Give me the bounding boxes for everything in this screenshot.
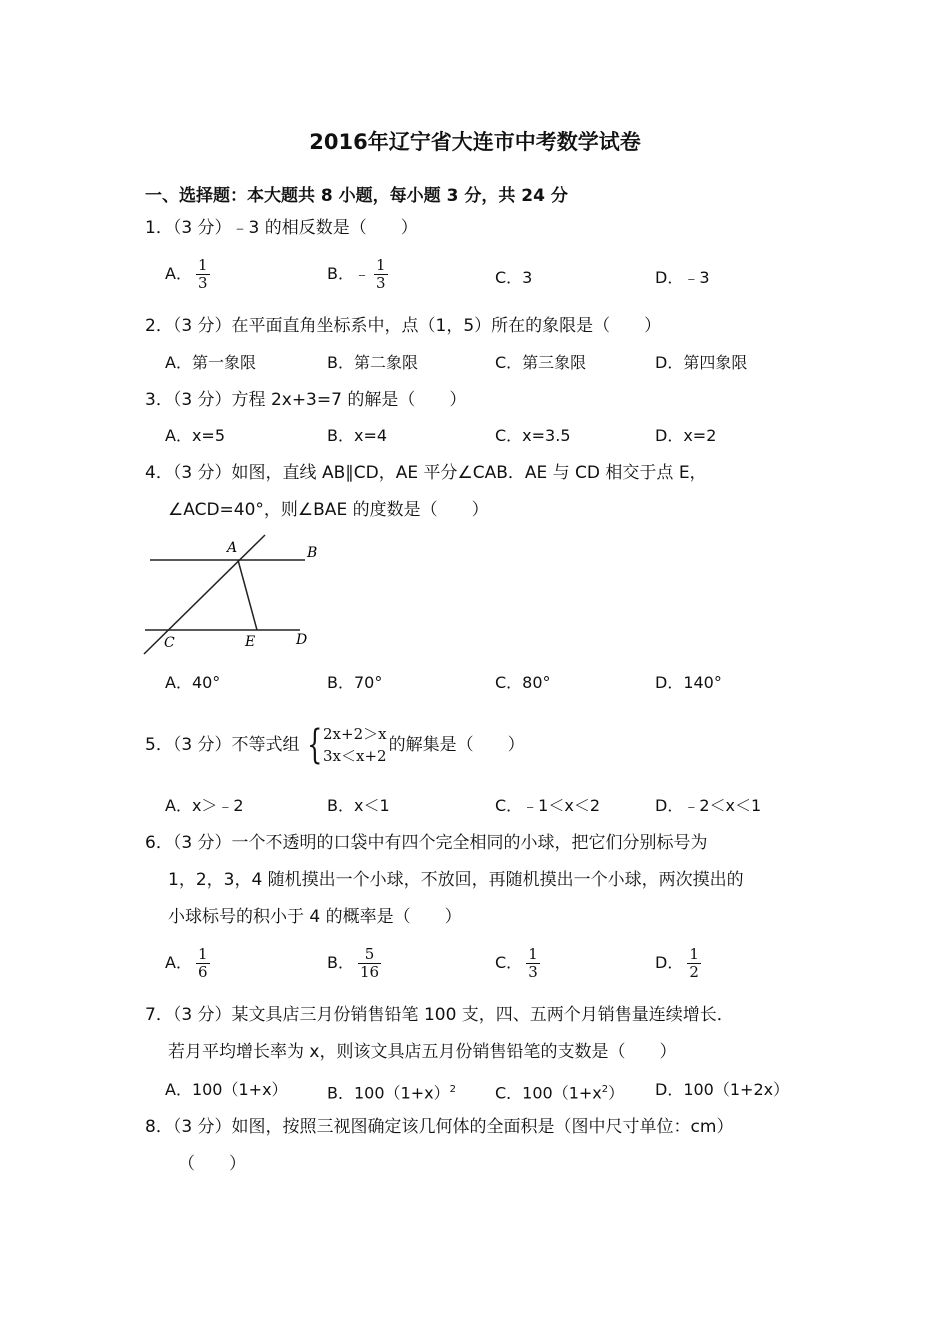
question-1-option-d: D．﹣3: [655, 268, 710, 287]
fraction: $\frac{1}{2}$: [689, 945, 699, 981]
question-2-option-a: A．第一象限: [165, 353, 256, 372]
question-1-stem: 1．（3 分）﹣3 的相反数是（ ）: [145, 218, 418, 238]
fraction: $\frac{1}{6}$: [197, 945, 208, 981]
fraction: $\frac{1}{3}$: [528, 945, 538, 981]
question-2-option-c: C．第三象限: [495, 353, 587, 372]
label-d: D: [296, 632, 308, 648]
question-7-stem-line-2: 若月平均增长率为 x，则该文具店五月份销售铅笔的支数是（ ）: [168, 1042, 677, 1062]
question-3-option-c: C．x=3.5: [495, 426, 571, 445]
inequality-system: { 2x+2＞x 3x＜x+2: [306, 722, 387, 768]
label-c: C: [164, 635, 175, 651]
question-7-option-a: A．100（1+x）: [165, 1080, 288, 1099]
question-3-option-a: A．x=5: [165, 426, 226, 445]
segment-ae: [238, 560, 257, 630]
question-2-option-d: D．第四象限: [655, 353, 748, 372]
label-b: B: [307, 545, 318, 561]
question-4-stem-line-1: 4．（3 分）如图，直线 AB∥CD，AE 平分∠CAB．AE 与 CD 相交于点 E，: [145, 463, 707, 483]
question-6-stem-line-1: 6．（3 分）一个不透明的口袋中有四个完全相同的小球，把它们分别标号为: [145, 833, 708, 853]
question-6-stem-line-3: 小球标号的积小于 4 的概率是（ ）: [168, 907, 462, 927]
label-e: E: [245, 634, 256, 650]
label-a: A: [227, 540, 238, 556]
question-5-option-c: C．﹣1＜x＜2: [495, 796, 601, 815]
question-4-option-c: C．80°: [495, 673, 551, 692]
question-4-option-b: B．70°: [327, 673, 383, 692]
question-5-stem: 5．（3 分）不等式组 { 2x+2＞x 3x＜x+2 的解集是（ ）: [145, 722, 525, 768]
question-3-stem: 3．（3 分）方程 2x+3=7 的解是（ ）: [145, 390, 467, 410]
question-2-option-b: B．第二象限: [327, 353, 418, 372]
question-3-option-d: D．x=2: [655, 426, 717, 445]
question-6-option-a: A． $\frac{1}{6}$: [165, 945, 208, 981]
question-6-option-c: C． $\frac{1}{3}$: [495, 945, 538, 981]
question-4-option-d: D．140°: [655, 673, 722, 692]
fraction: $\frac{1}{3}$: [197, 256, 208, 292]
question-5-option-b: B．x＜1: [327, 796, 390, 815]
question-7-stem-line-1: 7．（3 分）某文具店三月份销售铅笔 100 支，四、五两个月销售量连续增长．: [145, 1005, 734, 1025]
question-7-option-b: B．$100(1+x)^2$: [327, 1083, 456, 1103]
question-1-option-b: B．﹣ $\frac{1}{3}$: [327, 256, 386, 292]
question-7-option-c: C．$100(1+x^2)$: [495, 1083, 625, 1103]
question-2-stem: 2．（3 分）在平面直角坐标系中，点（1，5）所在的象限是（ ）: [145, 316, 662, 336]
question-7-option-d: D．100（1+2x）: [655, 1080, 790, 1099]
question-8-stem-line-1: 8．（3 分）如图，按照三视图确定该几何体的全面积是（图中尺寸单位：cm）: [145, 1117, 734, 1137]
question-5-option-d: D．﹣2＜x＜1: [655, 796, 762, 815]
fraction: $\frac{5}{16}$: [359, 945, 380, 981]
page-title: 2016年辽宁省大连市中考数学试卷: [309, 130, 641, 154]
section-heading: 一、选择题：本大题共 8 小题，每小题 3 分，共 24 分: [145, 186, 568, 206]
question-6-option-b: B． $\frac{5}{16}$: [327, 945, 380, 981]
question-1-option-a: A． $\frac{1}{3}$: [165, 256, 208, 292]
question-4-figure: [140, 530, 330, 660]
question-1-option-c: C．3: [495, 268, 533, 287]
question-8-stem-line-2: （ ）: [178, 1154, 246, 1174]
question-4-stem-line-2: ∠ACD=40°，则∠BAE 的度数是（ ）: [168, 500, 489, 520]
question-4-option-a: A．40°: [165, 673, 221, 692]
question-5-option-a: A．x＞﹣2: [165, 796, 244, 815]
question-6-stem-line-2: 1，2，3，4 随机摸出一个小球，不放回，再随机摸出一个小球，两次摸出的: [168, 870, 744, 890]
fraction: $\frac{1}{3}$: [376, 256, 386, 292]
question-6-option-d: D． $\frac{1}{2}$: [655, 945, 699, 981]
question-3-option-b: B．x=4: [327, 426, 388, 445]
